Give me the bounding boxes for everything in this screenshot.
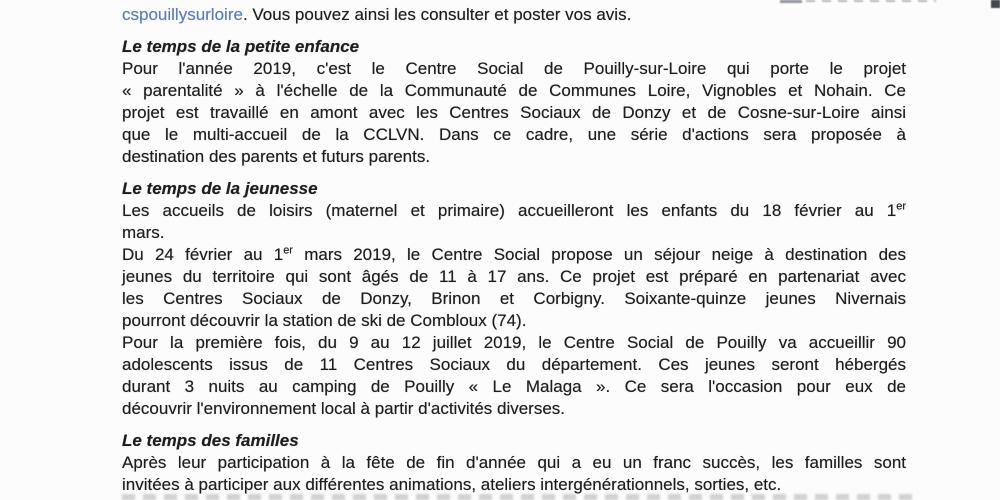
intro-line [122, 4, 906, 26]
paragraph [122, 58, 906, 168]
paragraph-line: Du 24 février au 1er mars 2019, le Centre Social propose un séjour neige à destination des [122, 244, 906, 264]
paragraph-line: projet est travaillé en amont avec les Centres Sociaux de Donzy et de Cosne-sur-Loire ainsi [122, 103, 906, 122]
paragraph [122, 244, 906, 332]
document-section [122, 178, 906, 420]
section-heading: Le temps de la petite enfance [122, 37, 360, 56]
section-heading: Le temps de la jeunesse [122, 179, 318, 198]
paragraph-line: pourront découvrir la station de ski de Combloux (74). [122, 311, 527, 330]
scan-artifact-top-corner [991, 0, 1000, 8]
paragraph-line: adolescents issus de 11 Centres Sociaux du département. Ces jeunes seront hébergés [122, 355, 906, 374]
paragraph-line: les Centres Sociaux de Donzy, Brinon et Corbigny. Soixante-quinze jeunes Nivernais [122, 289, 906, 308]
paragraph-line: mars. [122, 223, 165, 242]
scan-artifact-top-dash [780, 0, 802, 3]
paragraph-line: « parentalité » à l'échelle de la Communauté de Communes Loire, Vignobles et Nohain. Ce [122, 81, 906, 100]
paragraph [122, 452, 906, 496]
paragraph-line: destination des parents et futurs parents. [122, 147, 431, 166]
superscript: er [896, 200, 906, 213]
document-page [122, 4, 906, 496]
paragraph-line: jeunes du territoire qui sont âgés de 11 à 17 ans. Ce projet est préparé en partenariat avec [122, 267, 906, 286]
intro-text: . Vous pouvez ainsi les consulter et poster vos avis. [242, 5, 632, 24]
paragraph-line: Pour la première fois, du 9 au 12 juillet 2019, le Centre Social de Pouilly va accueillir 90 [122, 333, 906, 352]
paragraph-line: invitées à participer aux différentes animations, ateliers intergénérationnels, sorties, etc. [122, 475, 782, 494]
document-section [122, 430, 906, 496]
document-section [122, 36, 906, 168]
website-link[interactable]: cspouillysurloire [122, 5, 243, 24]
paragraph-line: Les accueils de loisirs (maternel et primaire) accueilleront les enfants du 18 février au 1er [122, 200, 906, 220]
section-heading: Le temps des familles [122, 431, 299, 450]
paragraph-line: que le multi-accueil de la CCLVN. Dans ce cadre, une série d'actions sera proposée à [122, 125, 906, 144]
paragraph-line: durant 3 nuits au camping de Pouilly « Le Malaga ». Ce sera l'occasion pour eux de [122, 377, 906, 396]
sections [122, 36, 906, 496]
paragraph-line: Pour l'année 2019, c'est le Centre Social de Pouilly-sur-Loire qui porte le projet [122, 59, 906, 78]
paragraph-line: Après leur participation à la fête de fin d'année qui a eu un franc succès, les familles sont [122, 453, 906, 472]
scan-artifact-top-ghost [806, 0, 936, 2]
paragraph [122, 200, 906, 244]
superscript: er [283, 244, 293, 257]
paragraph-line: découvrir l'environnement local à partir d'activités diverses. [122, 399, 566, 418]
paragraph [122, 332, 906, 420]
